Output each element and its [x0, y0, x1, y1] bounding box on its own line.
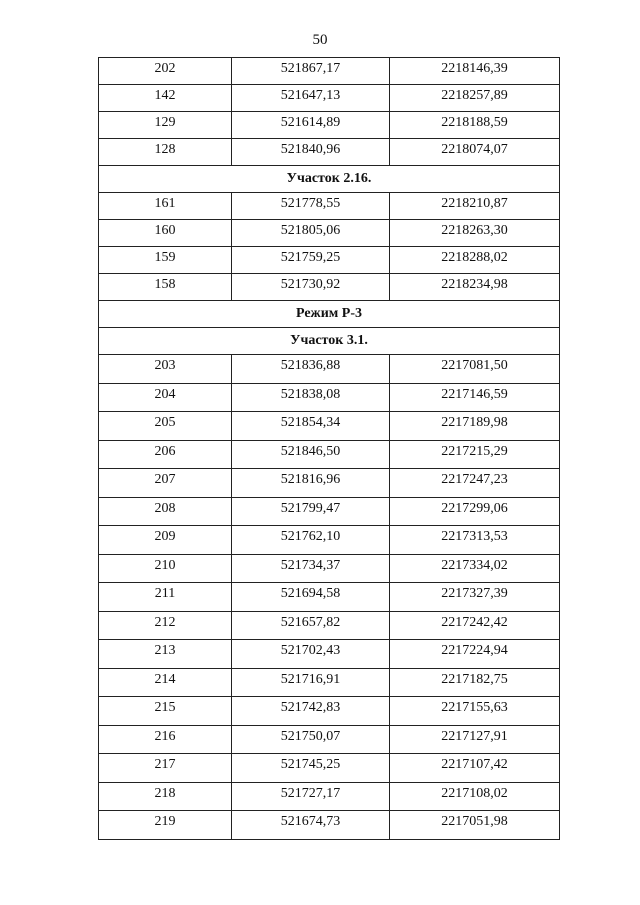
- y-coordinate-cell: 2217189,98: [390, 412, 560, 441]
- y-coordinate-cell: 2218074,07: [390, 139, 560, 166]
- x-coordinate-cell: 521799,47: [232, 497, 390, 526]
- point-number-cell: 161: [99, 193, 232, 220]
- y-coordinate-cell: 2217146,59: [390, 383, 560, 412]
- point-number-cell: 204: [99, 383, 232, 412]
- x-coordinate-cell: 521778,55: [232, 193, 390, 220]
- y-coordinate-cell: 2217242,42: [390, 611, 560, 640]
- y-coordinate-cell: 2217107,42: [390, 754, 560, 783]
- y-coordinate-cell: 2217334,02: [390, 554, 560, 583]
- y-coordinate-cell: 2217327,39: [390, 583, 560, 612]
- x-coordinate-cell: 521702,43: [232, 640, 390, 669]
- point-number-cell: 159: [99, 247, 232, 274]
- table-row: [99, 640, 560, 669]
- point-number-cell: 129: [99, 112, 232, 139]
- point-number-cell: 205: [99, 412, 232, 441]
- table-row: [99, 355, 560, 384]
- point-number-cell: 158: [99, 274, 232, 301]
- y-coordinate-cell: 2217081,50: [390, 355, 560, 384]
- x-coordinate-cell: 521838,08: [232, 383, 390, 412]
- y-coordinate-cell: 2217313,53: [390, 526, 560, 555]
- page-number: 50: [312, 32, 328, 48]
- section-header-row: [99, 166, 560, 193]
- y-coordinate-cell: 2217108,02: [390, 782, 560, 811]
- section-header-row: [99, 301, 560, 328]
- x-coordinate-cell: 521734,37: [232, 554, 390, 583]
- x-coordinate-cell: 521694,58: [232, 583, 390, 612]
- table-row: [99, 611, 560, 640]
- table-row: [99, 412, 560, 441]
- table-row: [99, 85, 560, 112]
- point-number-cell: 208: [99, 497, 232, 526]
- x-coordinate-cell: 521614,89: [232, 112, 390, 139]
- point-number-cell: 160: [99, 220, 232, 247]
- section-header: Участок 2.16.: [99, 166, 560, 193]
- point-number-cell: 209: [99, 526, 232, 555]
- table-row: [99, 782, 560, 811]
- table-row: [99, 247, 560, 274]
- point-number-cell: 207: [99, 469, 232, 498]
- table-row: [99, 811, 560, 840]
- point-number-cell: 216: [99, 725, 232, 754]
- x-coordinate-cell: 521762,10: [232, 526, 390, 555]
- y-coordinate-cell: 2218263,30: [390, 220, 560, 247]
- x-coordinate-cell: 521745,25: [232, 754, 390, 783]
- table-row: [99, 220, 560, 247]
- x-coordinate-cell: 521846,50: [232, 440, 390, 469]
- section-header-row: [99, 328, 560, 355]
- table-row: [99, 497, 560, 526]
- x-coordinate-cell: 521805,06: [232, 220, 390, 247]
- y-coordinate-cell: 2217224,94: [390, 640, 560, 669]
- table-row: [99, 668, 560, 697]
- x-coordinate-cell: 521647,13: [232, 85, 390, 112]
- section-header: Участок 3.1.: [99, 328, 560, 355]
- point-number-cell: 142: [99, 85, 232, 112]
- point-number-cell: 218: [99, 782, 232, 811]
- x-coordinate-cell: 521867,17: [232, 58, 390, 85]
- y-coordinate-cell: 2218146,39: [390, 58, 560, 85]
- point-number-cell: 217: [99, 754, 232, 783]
- coordinates-table-body: [99, 58, 560, 840]
- table-row: [99, 112, 560, 139]
- y-coordinate-cell: 2218210,87: [390, 193, 560, 220]
- coordinates-table: [98, 57, 560, 840]
- table-row: [99, 193, 560, 220]
- y-coordinate-cell: 2218288,02: [390, 247, 560, 274]
- point-number-cell: 202: [99, 58, 232, 85]
- table-row: [99, 469, 560, 498]
- x-coordinate-cell: 521854,34: [232, 412, 390, 441]
- y-coordinate-cell: 2217127,91: [390, 725, 560, 754]
- table-row: [99, 583, 560, 612]
- point-number-cell: 210: [99, 554, 232, 583]
- x-coordinate-cell: 521716,91: [232, 668, 390, 697]
- point-number-cell: 211: [99, 583, 232, 612]
- point-number-cell: 214: [99, 668, 232, 697]
- table-row: [99, 383, 560, 412]
- point-number-cell: 215: [99, 697, 232, 726]
- y-coordinate-cell: 2217051,98: [390, 811, 560, 840]
- point-number-cell: 203: [99, 355, 232, 384]
- table-row: [99, 274, 560, 301]
- x-coordinate-cell: 521816,96: [232, 469, 390, 498]
- y-coordinate-cell: 2218188,59: [390, 112, 560, 139]
- x-coordinate-cell: 521836,88: [232, 355, 390, 384]
- y-coordinate-cell: 2217155,63: [390, 697, 560, 726]
- y-coordinate-cell: 2217182,75: [390, 668, 560, 697]
- table-row: [99, 754, 560, 783]
- x-coordinate-cell: 521742,83: [232, 697, 390, 726]
- table-row: [99, 58, 560, 85]
- table-row: [99, 554, 560, 583]
- table-row: [99, 725, 560, 754]
- table-row: [99, 697, 560, 726]
- table-row: [99, 526, 560, 555]
- y-coordinate-cell: 2217215,29: [390, 440, 560, 469]
- point-number-cell: 128: [99, 139, 232, 166]
- point-number-cell: 212: [99, 611, 232, 640]
- y-coordinate-cell: 2217247,23: [390, 469, 560, 498]
- point-number-cell: 206: [99, 440, 232, 469]
- y-coordinate-cell: 2218257,89: [390, 85, 560, 112]
- point-number-cell: 219: [99, 811, 232, 840]
- x-coordinate-cell: 521750,07: [232, 725, 390, 754]
- x-coordinate-cell: 521727,17: [232, 782, 390, 811]
- x-coordinate-cell: 521759,25: [232, 247, 390, 274]
- x-coordinate-cell: 521840,96: [232, 139, 390, 166]
- x-coordinate-cell: 521657,82: [232, 611, 390, 640]
- table-row: [99, 440, 560, 469]
- x-coordinate-cell: 521730,92: [232, 274, 390, 301]
- x-coordinate-cell: 521674,73: [232, 811, 390, 840]
- y-coordinate-cell: 2217299,06: [390, 497, 560, 526]
- section-header: Режим Р-3: [99, 301, 560, 328]
- y-coordinate-cell: 2218234,98: [390, 274, 560, 301]
- table-row: [99, 139, 560, 166]
- point-number-cell: 213: [99, 640, 232, 669]
